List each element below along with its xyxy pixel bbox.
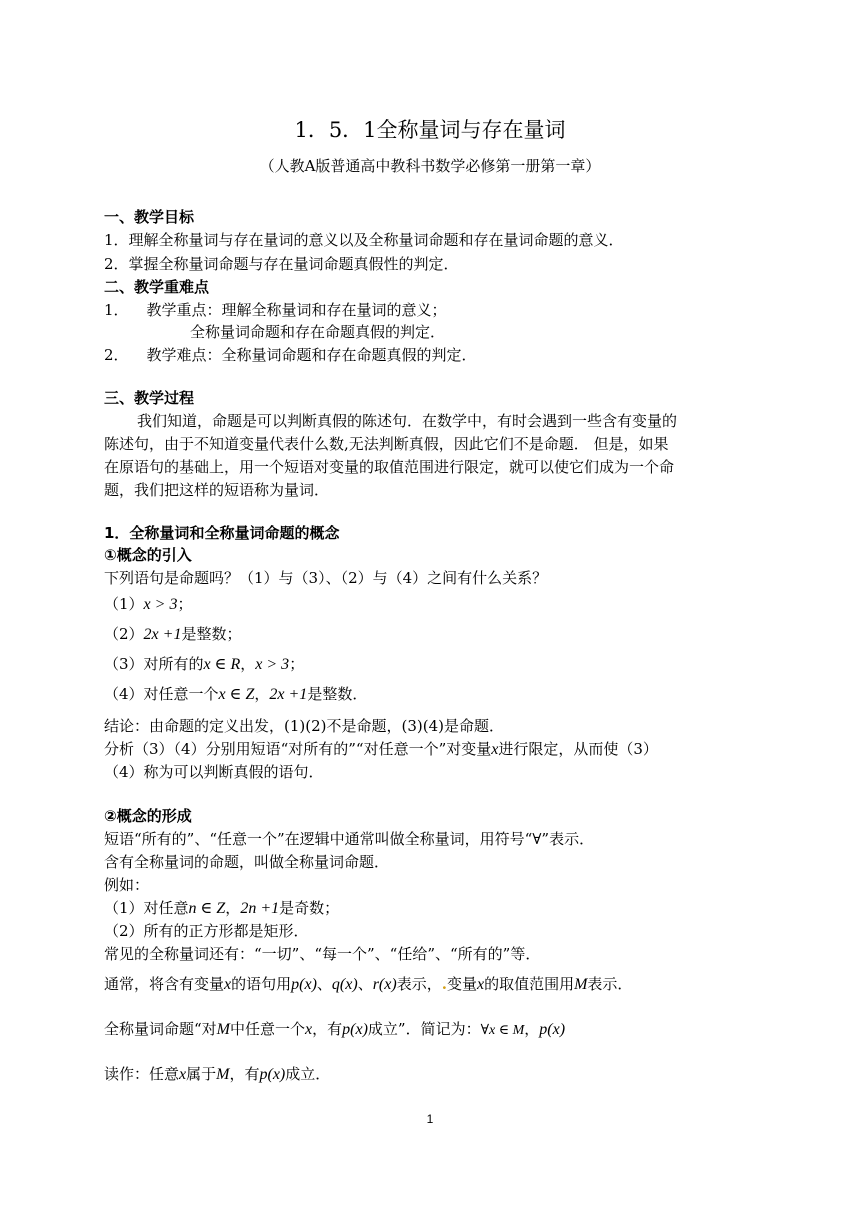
reading-text: 读作：任意: [104, 1065, 180, 1083]
definition-line-2: 含有全称量词的命题，叫做全称量词命题．: [104, 853, 390, 871]
analysis-text: 分析（3）（4）分别用短语“对所有的”“对任意一个”对变量: [104, 740, 492, 758]
punctuation: ；: [289, 655, 305, 673]
section-heading-key-points: 二、教学重难点: [104, 278, 210, 296]
example-1: [104, 898, 339, 919]
intro-paragraph-line-2: 陈述句，由于不知道变量代表什么数,无法判断真假，因此它们不是命题． 但是，如果: [104, 435, 669, 453]
math-expression: p(x): [291, 976, 317, 993]
notation-text: 表示，: [396, 975, 442, 993]
proposition-text: 成立”．简记为：: [367, 1020, 481, 1038]
math-expression: x > 3: [255, 656, 290, 673]
example-text: （1）对任意: [104, 899, 189, 917]
statement-3: [104, 654, 304, 675]
statement-label: （1）: [104, 595, 144, 613]
reading-line: [104, 1064, 330, 1085]
math-variable: x: [476, 976, 485, 993]
statement-label: （4）对任意一个: [104, 685, 219, 703]
math-expression: p(x): [259, 1066, 286, 1083]
statement-text: 是整数．: [307, 685, 368, 703]
key-point-text-2: 全称量词命题和存在命题真假的判定．: [190, 323, 446, 341]
difficulty-number: 2．: [104, 346, 129, 364]
math-variable: x: [305, 1021, 313, 1038]
section-heading-process: 三、教学过程: [104, 389, 195, 407]
punctuation: ，: [254, 685, 270, 703]
intro-paragraph-line-4: 题，我们把这样的短语称为量词．: [104, 481, 330, 499]
punctuation: 、: [316, 975, 332, 993]
notation-text: 表示．: [587, 975, 633, 993]
part-heading-universal: 1．全称量词和全称量词命题的概念: [104, 524, 340, 542]
question-line: 下列语句是命题吗？（1）与（3）、（2）与（4）之间有什么关系？: [104, 569, 548, 587]
notation-line: [104, 974, 632, 995]
math-expression: x > 3: [143, 596, 178, 613]
math-expression: 2x +1: [269, 686, 308, 703]
math-expression: ∀x ∈ M: [480, 1023, 525, 1038]
objective-item-2: 2．掌握全称量词命题与存在量词命题真假性的判定．: [104, 255, 459, 273]
example-text: 是奇数；: [279, 899, 340, 917]
page-number: 1: [426, 1112, 434, 1126]
math-variable: x: [179, 1066, 187, 1083]
punctuation: ，: [225, 899, 241, 917]
notation-text: 变量: [446, 975, 477, 993]
difficulty-text: 教学难点：全称量词命题和存在命题真假的判定．: [146, 346, 477, 364]
key-point-text: 教学重点：理解全称量词和存在量词的意义；: [146, 301, 447, 319]
notation-text: 的取值范围用: [484, 975, 575, 993]
math-expression: n ∈ Z: [188, 900, 226, 917]
math-expression: x ∈ R: [203, 656, 241, 673]
reading-text: ，有: [229, 1065, 260, 1083]
highlight-dot: .: [441, 975, 447, 993]
proposition-text: 全称量词命题“对: [104, 1020, 217, 1038]
math-expression: p(x): [342, 1021, 368, 1038]
example-2: （2）所有的正方形都是矩形．: [104, 922, 309, 940]
analysis-line-1: [104, 739, 658, 760]
math-variable: x: [224, 976, 232, 993]
notation-text: 通常，将含有变量: [104, 975, 225, 993]
key-point-line: [104, 300, 447, 320]
punctuation: ，: [524, 1020, 540, 1038]
key-point-number: 1．: [104, 301, 129, 319]
math-variable: M: [216, 1066, 230, 1083]
math-expression: p(x): [539, 1021, 566, 1038]
subheading-formation: ②概念的形成: [104, 807, 192, 825]
universal-proposition-line: [104, 1019, 565, 1041]
proposition-text: ，有: [312, 1020, 343, 1038]
proposition-text: 中任意一个: [230, 1020, 306, 1038]
conclusion-line: 结论：由命题的定义出发，(1)(2)不是命题，(3)(4)是命题．: [104, 717, 504, 735]
statement-label: （3）对所有的: [104, 655, 204, 673]
math-expression: 2n +1: [240, 900, 280, 917]
difficulty-line: [104, 345, 477, 365]
math-variable: M: [216, 1021, 230, 1038]
document-subtitle: （人教A版普通高中教科书数学必修第一册第一章）: [259, 157, 601, 175]
math-expression: q(x): [331, 976, 358, 993]
analysis-text: 进行限定，从而使（3）: [498, 740, 658, 758]
statement-4: [104, 684, 367, 705]
punctuation: ，: [240, 655, 256, 673]
intro-paragraph-line-3: 在原语句的基础上，用一个短语对变量的取值范围进行限定，就可以使它们成为一个命: [104, 458, 675, 476]
math-expression: 2x +1: [143, 626, 182, 643]
reading-text: 属于: [186, 1065, 217, 1083]
section-heading-objectives: 一、教学目标: [104, 208, 195, 226]
math-expression: x ∈ Z: [218, 686, 255, 703]
notation-text: 的语句用: [231, 975, 292, 993]
statement-2: [104, 624, 241, 645]
statement-1: [104, 594, 192, 615]
objective-item-1: 1．理解全称量词与存在量词的意义以及全称量词命题和存在量词命题的意义．: [104, 231, 624, 249]
statement-label: （2）: [104, 625, 144, 643]
punctuation: 、: [357, 975, 373, 993]
punctuation: ；: [177, 595, 193, 613]
statement-text: 是整数；: [181, 625, 242, 643]
document-title: 1．5．1全称量词与存在量词: [294, 118, 566, 142]
subheading-introduction: ①概念的引入: [104, 546, 192, 564]
definition-line-1: 短语“所有的”、“任意一个”在逻辑中通常叫做全称量词，用符号“∀”表示．: [104, 830, 595, 848]
math-variable: x: [491, 741, 499, 758]
common-quantifiers-line: 常见的全称量词还有：“一切”、“每一个”、“任给”、“所有的”等．: [104, 945, 541, 963]
analysis-line-2: （4）称为可以判断真假的语句．: [104, 763, 324, 781]
reading-text: 成立．: [285, 1065, 331, 1083]
math-expression: r(x): [372, 976, 397, 993]
example-label: 例如：: [104, 876, 150, 894]
intro-paragraph-line-1: 我们知道，命题是可以判断真假的陈述句．在数学中，有时会遇到一些含有变量的: [137, 412, 678, 430]
math-variable: M: [574, 976, 588, 993]
